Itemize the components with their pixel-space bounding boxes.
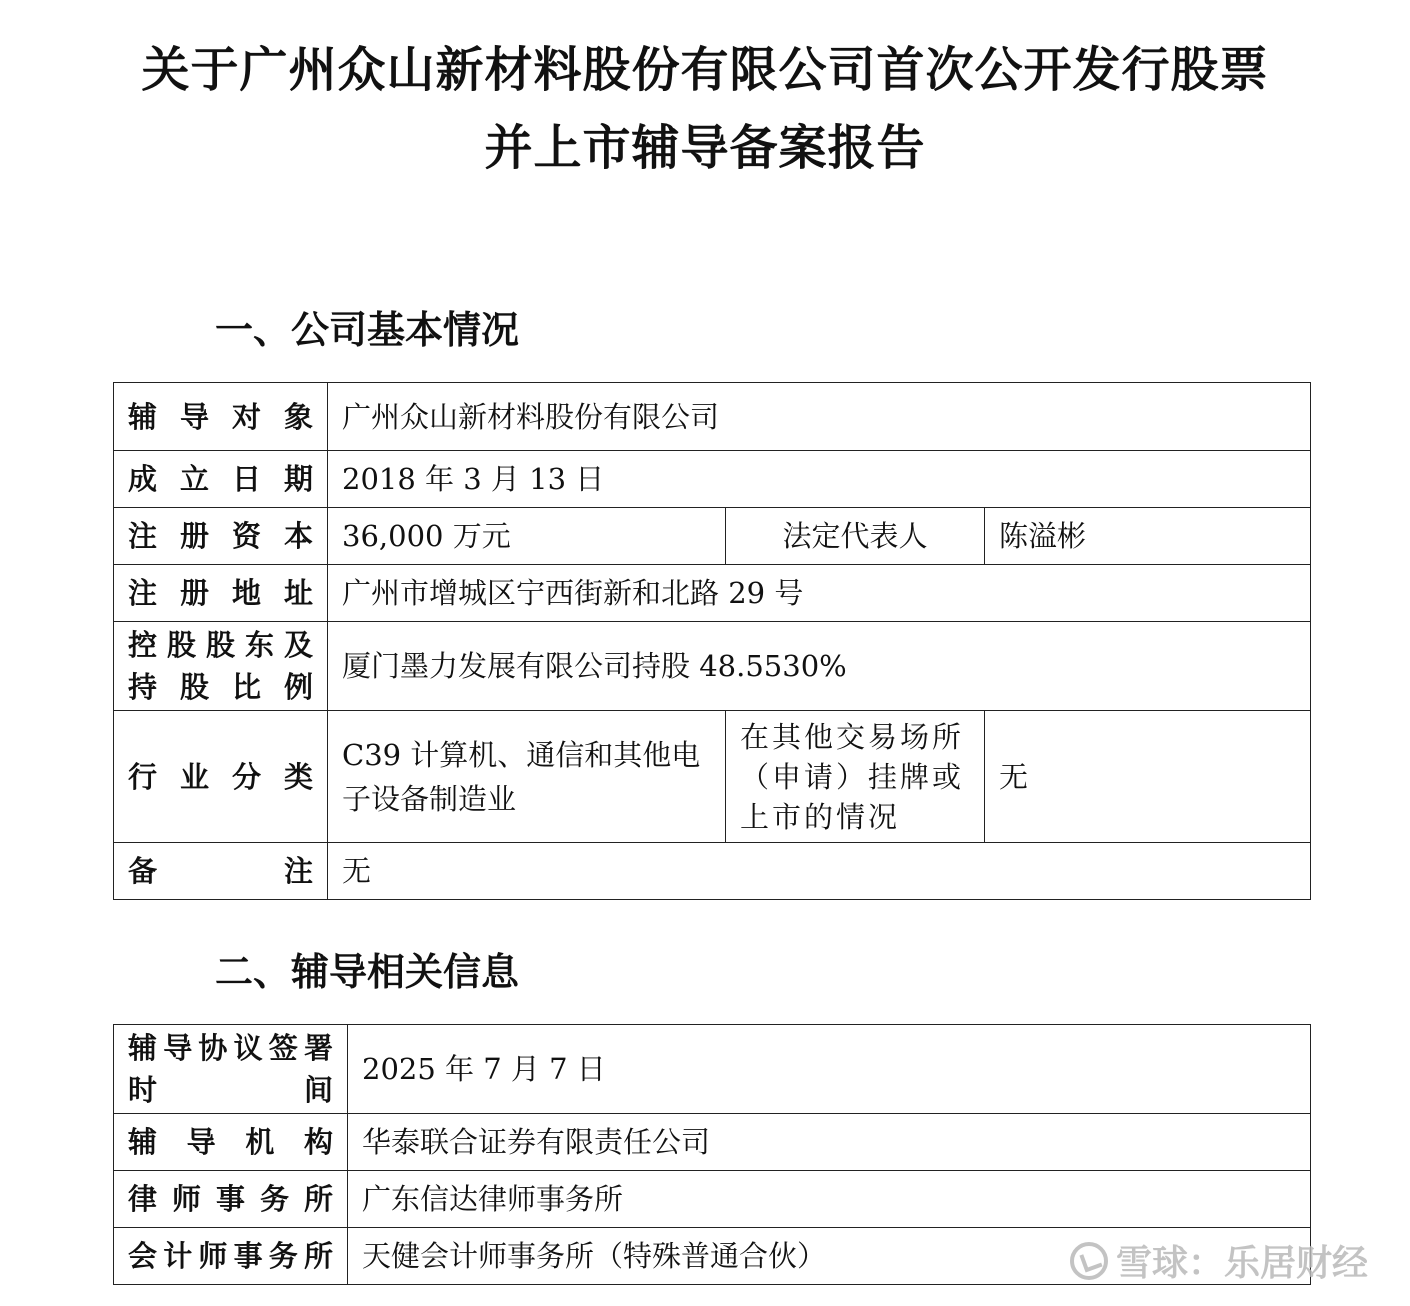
label-char: 及 — [283, 628, 313, 662]
label-law-firm-text — [128, 1178, 333, 1220]
label-target-text — [128, 396, 313, 438]
label-institution-text — [128, 1121, 333, 1163]
value-law-firm: 广东信达律师事务所 — [348, 1171, 1311, 1228]
company-info-table — [113, 382, 1311, 900]
section1-heading: 一、公司基本情况 — [215, 308, 520, 352]
document-title-line2: 并上市辅导备案报告 — [484, 120, 926, 176]
label-char: 册 — [179, 576, 209, 610]
label-char: 控 — [128, 628, 158, 662]
snowball-logo-icon — [1070, 1242, 1108, 1280]
label-char: 协 — [198, 1031, 228, 1065]
label-char: 本 — [283, 519, 313, 553]
label-institution — [114, 1114, 348, 1171]
label-capital — [114, 508, 328, 565]
row-remark — [114, 843, 1311, 900]
label-address-text — [128, 572, 313, 614]
label-accounting-firm-text — [128, 1235, 333, 1277]
label-char: 注 — [128, 519, 158, 553]
label-industry — [114, 711, 328, 843]
value-capital: 36,000 万元 — [328, 508, 726, 565]
value-accounting-firm: 天健会计师事务所（特殊普通合伙） — [348, 1228, 1311, 1285]
label-char: 股 — [179, 670, 209, 704]
label-capital-text — [128, 515, 313, 557]
label-char: 类 — [283, 759, 313, 794]
label-char: 务 — [268, 1239, 298, 1273]
label-char: 所 — [303, 1182, 333, 1216]
label-remark-text — [128, 850, 313, 892]
label-char: 签 — [268, 1031, 298, 1065]
label-char: 对 — [231, 399, 261, 434]
label-char: 会 — [128, 1239, 158, 1273]
label-char: 股 — [205, 628, 235, 662]
document-title-line1: 关于广州众山新材料股份有限公司首次公开发行股票 — [141, 42, 1269, 98]
label-char: 律 — [128, 1182, 158, 1216]
label-agreement-right: 间 — [303, 1073, 333, 1107]
label-char: 成 — [128, 462, 158, 496]
row-agreement — [114, 1025, 1311, 1114]
label-char: 地 — [231, 576, 261, 610]
label-industry-text — [128, 756, 313, 798]
label-char: 东 — [244, 628, 274, 662]
label-shareholder-line2 — [128, 666, 313, 708]
label-char: 导 — [179, 399, 209, 434]
label-char: 册 — [179, 519, 209, 553]
label-char: 署 — [303, 1031, 333, 1065]
label-shareholder-line1 — [128, 624, 313, 666]
label-char: 资 — [231, 519, 261, 553]
label-accounting-firm — [114, 1228, 348, 1285]
label-char: 立 — [179, 462, 209, 496]
label-char: 所 — [303, 1239, 333, 1273]
label-agreement-line1 — [128, 1027, 333, 1069]
label-char: 分 — [231, 759, 261, 794]
label-legal-rep: 法定代表人 — [726, 508, 985, 565]
label-char: 持 — [128, 670, 158, 704]
label-char: 师 — [171, 1182, 201, 1216]
label-other-listing: 在其他交易场所（申请）挂牌或上市的情况 — [726, 711, 985, 843]
label-char: 议 — [233, 1031, 263, 1065]
row-address — [114, 565, 1311, 622]
row-capital — [114, 508, 1311, 565]
label-address — [114, 565, 328, 622]
label-law-firm — [114, 1171, 348, 1228]
row-industry — [114, 711, 1311, 843]
value-legal-rep: 陈溢彬 — [985, 508, 1311, 565]
label-char: 辅 — [128, 399, 158, 434]
label-char: 注 — [128, 576, 158, 610]
label-char: 导 — [186, 1125, 216, 1159]
value-target: 广州众山新材料股份有限公司 — [328, 383, 1311, 451]
label-char: 师 — [198, 1239, 228, 1273]
row-target — [114, 383, 1311, 451]
label-remark — [114, 843, 328, 900]
value-remark: 无 — [328, 843, 1311, 900]
label-agreement-left: 时 — [128, 1073, 158, 1107]
label-char: 事 — [233, 1239, 263, 1273]
label-char: 址 — [283, 576, 313, 610]
label-char: 辅 — [128, 1125, 158, 1159]
watermark-text: 雪球：乐居财经 — [1115, 1243, 1368, 1284]
label-target — [114, 383, 328, 451]
value-address: 广州市增城区宁西街新和北路 29 号 — [328, 565, 1311, 622]
section2-heading: 二、辅导相关信息 — [215, 950, 520, 994]
label-char: 日 — [231, 462, 261, 496]
label-established — [114, 451, 328, 508]
value-industry: C39 计算机、通信和其他电子设备制造业 — [328, 711, 726, 843]
row-institution — [114, 1114, 1311, 1171]
label-established-text — [128, 458, 313, 500]
label-agreement-line2 — [128, 1069, 333, 1111]
label-char: 行 — [128, 759, 158, 794]
label-remark-left: 备 — [128, 854, 158, 888]
label-char: 导 — [163, 1031, 193, 1065]
row-established — [114, 451, 1311, 508]
label-char: 比 — [231, 670, 261, 704]
label-char: 股 — [166, 628, 196, 662]
value-agreement: 2025 年 7 月 7 日 — [348, 1025, 1311, 1114]
label-char: 计 — [163, 1239, 193, 1273]
row-shareholder — [114, 622, 1311, 711]
value-established: 2018 年 3 月 13 日 — [328, 451, 1311, 508]
value-other-listing: 无 — [985, 711, 1311, 843]
label-char: 机 — [245, 1125, 275, 1159]
label-char: 事 — [215, 1182, 245, 1216]
label-char: 象 — [283, 399, 313, 434]
label-char: 构 — [303, 1125, 333, 1159]
label-char: 例 — [283, 670, 313, 704]
label-remark-right: 注 — [283, 854, 313, 888]
row-law-firm — [114, 1171, 1311, 1228]
label-agreement — [114, 1025, 348, 1114]
label-shareholder — [114, 622, 328, 711]
value-shareholder: 厦门墨力发展有限公司持股 48.5530% — [328, 622, 1311, 711]
label-char: 期 — [283, 462, 313, 496]
label-char: 业 — [179, 759, 209, 794]
label-char: 辅 — [128, 1031, 158, 1065]
label-char: 务 — [259, 1182, 289, 1216]
watermark — [1070, 1235, 1368, 1286]
value-institution: 华泰联合证券有限责任公司 — [348, 1114, 1311, 1171]
